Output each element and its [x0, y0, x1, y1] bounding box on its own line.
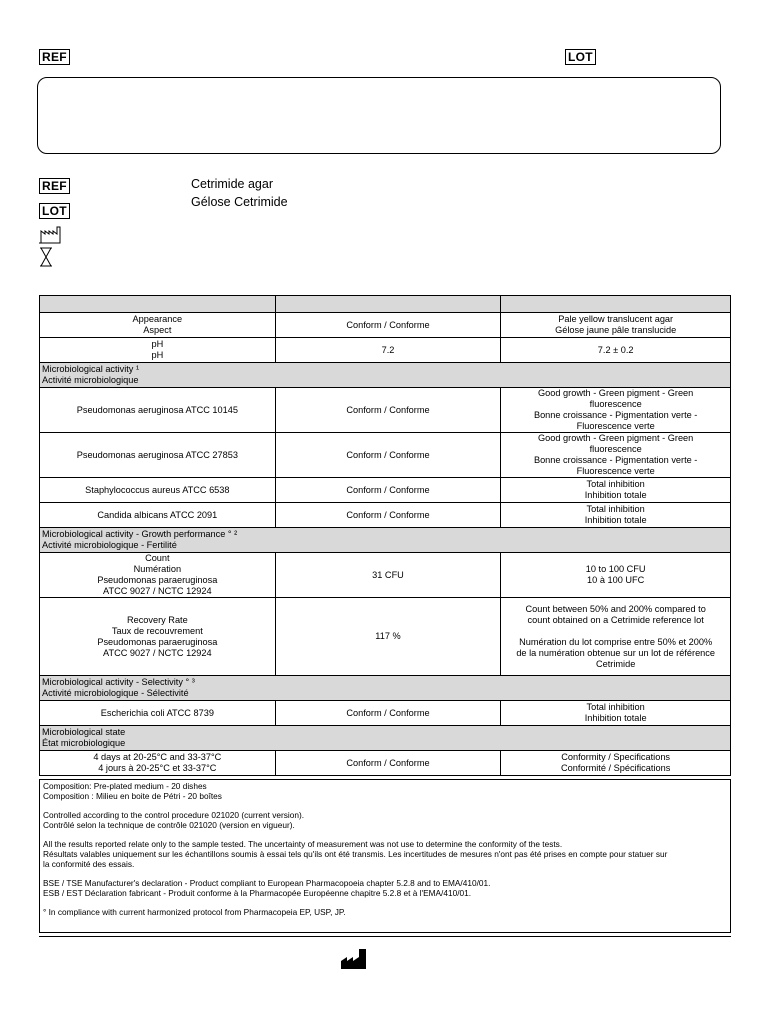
- result-cell: [275, 598, 501, 676]
- spec-text: Cetrimide: [596, 658, 636, 669]
- param-cell: [40, 433, 276, 478]
- spec-text: 7.2 ± 0.2: [597, 344, 634, 355]
- section-label: [40, 726, 731, 751]
- table-row: [40, 433, 731, 478]
- param-text: Pseudomonas aeruginosa ATCC 27853: [76, 449, 238, 460]
- spec-text: Inhibition totale: [584, 490, 647, 500]
- result-text: Conform / Conforme: [346, 707, 430, 718]
- result-text: Conform / Conforme: [346, 484, 430, 495]
- param-text: Pseudomonas paraeruginosa: [97, 636, 218, 647]
- result-cell: [275, 433, 501, 478]
- table-row: [40, 388, 731, 433]
- spec-text: Pale yellow translucent agar: [558, 314, 674, 324]
- note-line: BSE / TSE Manufacturer's declaration - Product compliant to European Pharmacopoeia chapter 5.2.8 and to EMA/410/01.: [43, 878, 491, 888]
- table-header-row: [40, 296, 731, 313]
- spec-cell: [501, 388, 731, 433]
- result-text: Conform / Conforme: [346, 449, 430, 460]
- section-row-growth-performance: [40, 528, 731, 553]
- table-row: [40, 338, 731, 363]
- spec-cell: [501, 751, 731, 776]
- spec-text: 10 to 100 CFU: [585, 564, 646, 574]
- param-text: Aspect: [143, 325, 172, 335]
- divider: [39, 936, 731, 937]
- header-cell-parameter: [40, 296, 276, 313]
- table-row: [40, 598, 731, 676]
- control-note: [43, 810, 727, 830]
- param-text: Pseudomonas paraeruginosa: [97, 575, 218, 585]
- note-line: Résultats valables uniquement sur les échantillons soumis à essai tels qu'ils ont été transmis. Les incertitudes de mesures n'ont pas été prises en compte pour statuer sur: [43, 849, 668, 859]
- section-label: [40, 528, 731, 553]
- spec-text: Inhibition totale: [584, 515, 647, 525]
- section-text: Microbiological activity ¹: [42, 364, 140, 374]
- param-text: pH: [151, 350, 164, 360]
- table-row: [40, 701, 731, 726]
- result-text: Conform / Conforme: [346, 319, 430, 330]
- bse-note: [43, 878, 727, 898]
- result-text: 7.2: [381, 344, 395, 355]
- section-text: Activité microbiologique - Sélectivité: [42, 688, 189, 698]
- section-text: Activité microbiologique - Fertilité: [42, 540, 177, 550]
- hourglass-icon: [38, 247, 54, 267]
- param-cell: [40, 751, 276, 776]
- param-cell: [40, 338, 276, 363]
- section-label: [40, 363, 731, 388]
- lot-symbol-header: LOT: [565, 49, 596, 65]
- param-text: Appearance: [132, 314, 183, 324]
- result-text: 117 %: [375, 631, 401, 641]
- spec-text: Total inhibition: [586, 479, 645, 489]
- factory-date-icon: [38, 226, 62, 244]
- spec-text: Inhibition totale: [584, 713, 647, 723]
- note-line: Controlled according to the control procedure 021020 (current version).: [43, 810, 305, 820]
- param-text: pH: [151, 339, 164, 349]
- spec-text: Conformité / Spécifications: [561, 763, 671, 773]
- ref-symbol: REF: [39, 178, 70, 194]
- param-text: Pseudomonas aeruginosa ATCC 10145: [76, 404, 238, 415]
- result-cell: [275, 701, 501, 726]
- param-text: Taux de recouvrement: [111, 625, 203, 636]
- param-text: 4 jours à 20-25°C et 33-37°C: [98, 763, 217, 773]
- section-text: Microbiological activity - Growth performance ° ²: [42, 529, 238, 539]
- specification-table: [39, 295, 731, 776]
- result-cell: [275, 503, 501, 528]
- param-text: Staphylococcus aureus ATCC 6538: [85, 484, 230, 495]
- composition-note: [43, 781, 727, 801]
- note-line: All the results reported relate only to the sample tested. The uncertainty of measurement was not use to determine the conformity of the tests.: [43, 839, 563, 849]
- table-row: [40, 751, 731, 776]
- lot-symbol: LOT: [39, 203, 70, 219]
- footnote: [43, 907, 727, 917]
- result-cell: [275, 313, 501, 338]
- spec-text: Bonne croissance - Pigmentation verte -: [533, 410, 698, 420]
- product-name-fr: Gélose Cetrimide: [191, 195, 288, 209]
- spec-text: Gélose jaune pâle translucide: [555, 325, 677, 335]
- notes-box: [39, 779, 731, 933]
- header-cell-specification: [501, 296, 731, 313]
- spec-text: Fluorescence verte: [576, 466, 655, 476]
- param-text: Escherichia coli ATCC 8739: [100, 707, 214, 718]
- param-cell: [40, 503, 276, 528]
- param-text: Numération: [133, 564, 182, 574]
- spec-spacer: [503, 626, 728, 637]
- section-row-selectivity: [40, 676, 731, 701]
- section-row-microbiological-state: [40, 726, 731, 751]
- param-text: ATCC 9027 / NCTC 12924: [103, 647, 212, 658]
- spec-text: Total inhibition: [586, 504, 645, 514]
- param-text: Recovery Rate: [126, 614, 188, 625]
- param-cell: [40, 598, 276, 676]
- spec-cell: [501, 313, 731, 338]
- param-cell: [40, 478, 276, 503]
- note-line: ESB / EST Déclaration fabricant - Produit conforme à la Pharmacopée Européenne chapitre 5.2.8 et à l'EMA/410/01.: [43, 888, 472, 898]
- spec-text: Total inhibition: [586, 702, 645, 712]
- note-line: Composition: Pre-plated medium - 20 dishes: [43, 781, 207, 791]
- table-row: [40, 478, 731, 503]
- section-label: [40, 676, 731, 701]
- result-text: Conform / Conforme: [346, 509, 430, 520]
- note-line: la conformité des essais.: [43, 859, 135, 869]
- ref-symbol-header: REF: [39, 49, 70, 65]
- param-cell: [40, 388, 276, 433]
- note-line: ° In compliance with current harmonized protocol from Pharmacopeia EP, USP, JP.: [43, 907, 346, 917]
- spec-cell: [501, 701, 731, 726]
- spec-text: Fluorescence verte: [576, 421, 655, 431]
- result-text: Conform / Conforme: [346, 404, 430, 415]
- note-line: Composition : Milieu en boite de Pétri - 20 boîtes: [43, 791, 222, 801]
- section-text: Microbiological state: [42, 727, 126, 737]
- param-text: Count: [145, 553, 170, 563]
- table-row: [40, 313, 731, 338]
- result-text: 31 CFU: [372, 569, 404, 580]
- spec-text: 10 à 100 UFC: [587, 575, 645, 585]
- result-text: Conform / Conforme: [346, 757, 430, 768]
- spec-text: fluorescence: [589, 444, 642, 454]
- result-cell: [275, 751, 501, 776]
- spec-text: count obtained on a Cetrimide reference lot: [527, 614, 704, 625]
- factory-icon: [340, 948, 368, 970]
- spec-cell: [501, 503, 731, 528]
- spec-text: Good growth - Green pigment - Green: [538, 388, 694, 398]
- param-cell: [40, 701, 276, 726]
- spec-cell: [501, 553, 731, 598]
- results-note: [43, 839, 727, 869]
- spec-text: de la numération obtenue sur un lot de référence: [516, 647, 715, 658]
- spec-cell: [501, 598, 731, 676]
- result-cell: [275, 388, 501, 433]
- product-name-en: Cetrimide agar: [191, 177, 273, 191]
- table-row: [40, 503, 731, 528]
- param-cell: [40, 553, 276, 598]
- spec-cell: [501, 338, 731, 363]
- spec-text: Bonne croissance - Pigmentation verte -: [533, 455, 698, 465]
- spec-text: Conformity / Specifications: [561, 752, 671, 762]
- spec-text: fluorescence: [589, 399, 642, 409]
- param-text: Candida albicans ATCC 2091: [97, 509, 218, 520]
- param-cell: [40, 313, 276, 338]
- result-cell: [275, 478, 501, 503]
- section-text: Microbiological activity - Selectivity ° ³: [42, 677, 195, 687]
- spec-text: Count between 50% and 200% compared to: [525, 603, 706, 614]
- label-box: [37, 77, 721, 154]
- param-text: ATCC 9027 / NCTC 12924: [103, 586, 212, 596]
- note-line: Contrôlé selon la technique de contrôle 021020 (version en vigueur).: [43, 820, 295, 830]
- spec-text: Numération du lot comprise entre 50% et 200%: [519, 636, 713, 647]
- spec-text: Good growth - Green pigment - Green: [538, 433, 694, 443]
- section-text: Activité microbiologique: [42, 375, 139, 385]
- param-text: 4 days at 20-25°C and 33-37°C: [93, 752, 222, 762]
- result-cell: [275, 338, 501, 363]
- spec-cell: [501, 478, 731, 503]
- spec-cell: [501, 433, 731, 478]
- section-text: État microbiologique: [42, 738, 126, 748]
- header-cell-result: [275, 296, 501, 313]
- result-cell: [275, 553, 501, 598]
- section-row-microbiological-activity: [40, 363, 731, 388]
- table-row: [40, 553, 731, 598]
